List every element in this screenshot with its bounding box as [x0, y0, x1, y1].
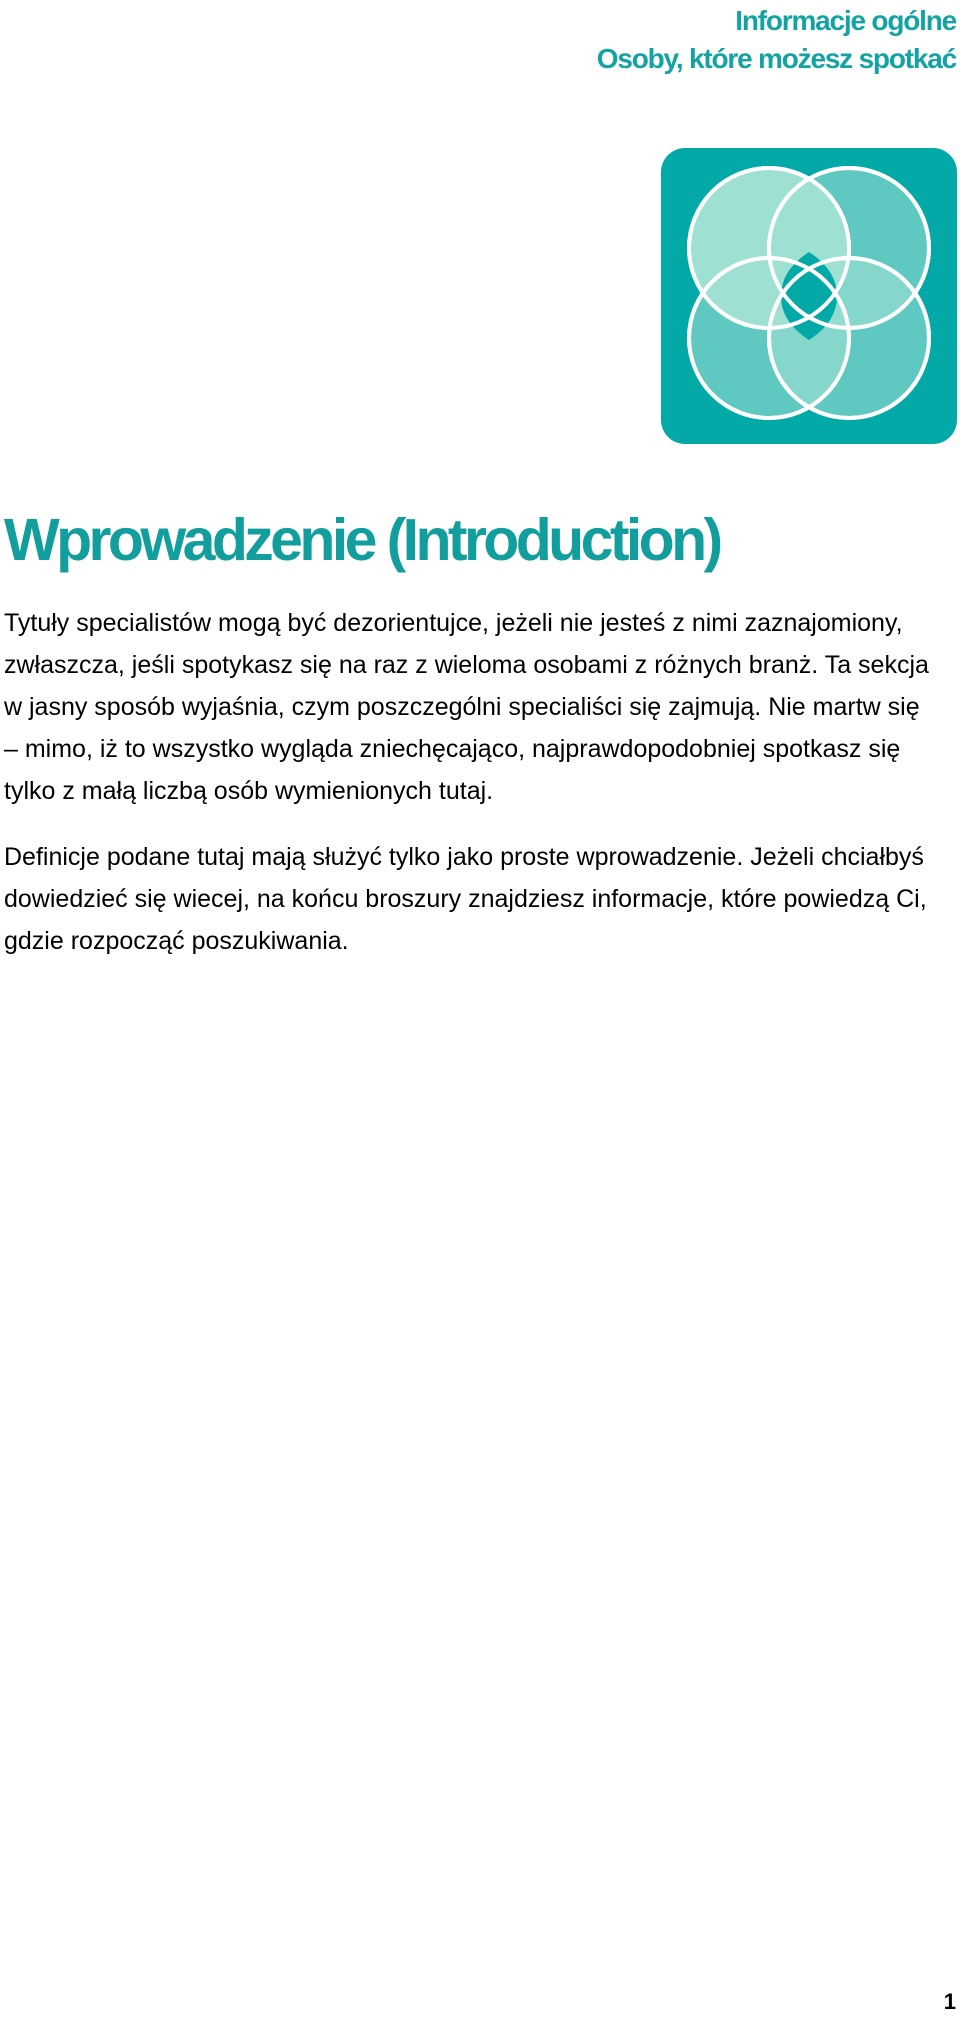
paragraph-intro: Tytuły specialistów mogą być dezorientujce, jeżeli nie jesteś z nimi zaznajomiony, zwłaszcza, jeśli spotykasz się na raz z wieloma osobami z różnych branż. Ta sekcja w jasny sposób wyjaśnia, czym poszczególni specialiści się zajmują. Nie martw się – mimo, iż to wszystko wygląda zniechęcająco, najprawdopodobniej spotkasz się tylko z małą liczbą osób wymienionych tutaj.	[4, 609, 929, 805]
section-title: Informacje ogólne	[735, 5, 956, 36]
page-header	[597, 2, 956, 78]
page-title: Wprowadzenie (Introduction)	[4, 507, 720, 573]
overlapping-circles-icon	[661, 148, 957, 444]
section-subtitle: Osoby, które możesz spotkać	[596, 43, 956, 74]
page-number: 1	[943, 1989, 956, 2014]
logo-tile	[661, 148, 957, 444]
paragraph-definitions: Definicje podane tutaj mają służyć tylko jako proste wprowadzenie. Jeżeli chciałbyś dowiedzieć się wiecej, na końcu broszury znajdziesz informacje, które powiedzą Ci, gdzie rozpocząć poszukiwania.	[4, 843, 927, 955]
body-text	[4, 602, 934, 986]
